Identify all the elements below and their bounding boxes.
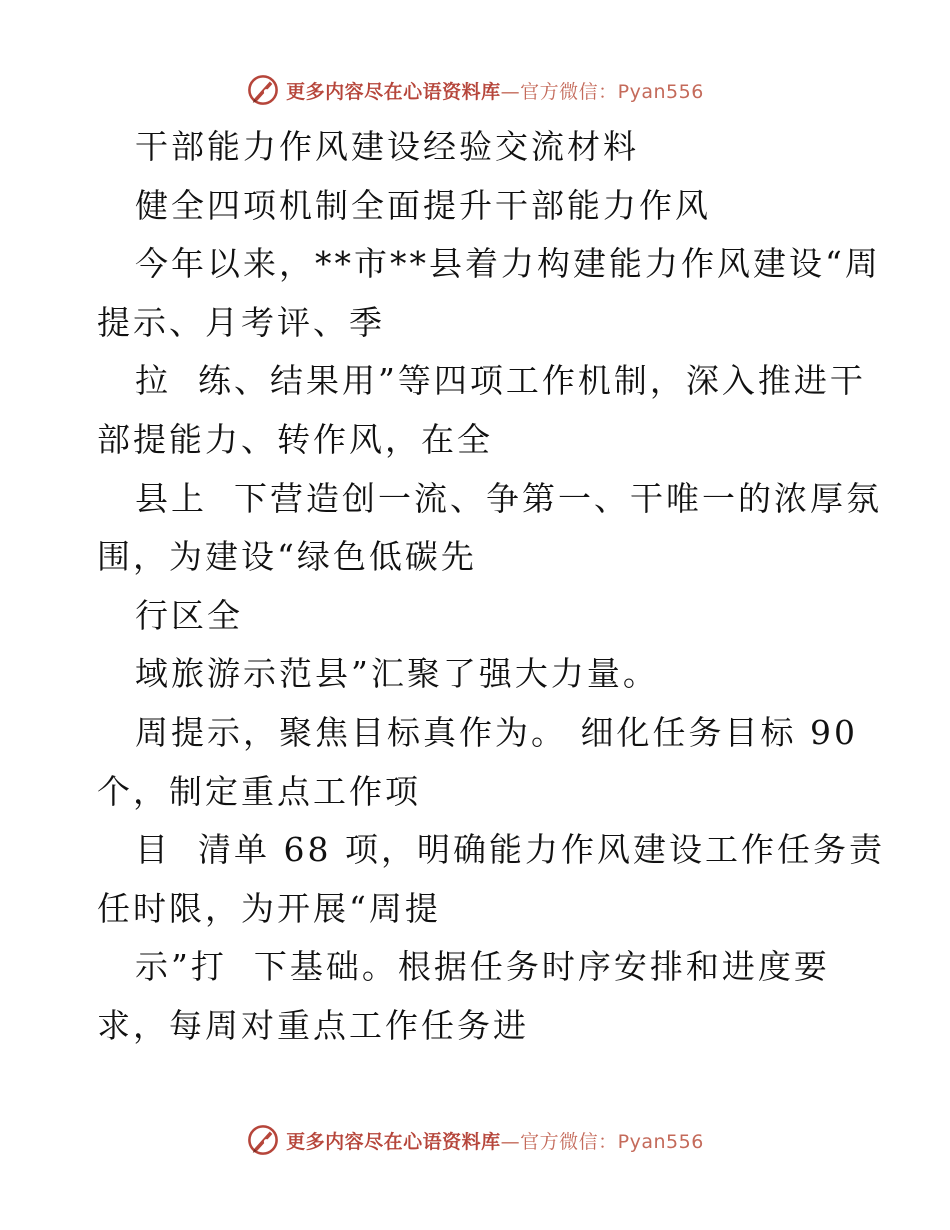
document-title: 干部能力作风建设经验交流材料: [135, 127, 639, 166]
text-line: 个，制定重点工作项: [97, 771, 421, 811]
text-line: 今年以来，**市**县着力构建能力作风建设“周: [135, 244, 881, 284]
text-line: 提示、月考评、季: [97, 302, 385, 342]
text-line: 任时限，为开展“周提: [97, 888, 441, 928]
text-line: 示”打 下基础。根据任务时序安排和进度要: [135, 947, 830, 987]
watermark-header: [0, 70, 950, 110]
text-line: 周提示，聚焦目标真作为。 细化任务目标 90: [135, 712, 858, 752]
text-line: 行区全: [135, 595, 243, 635]
text-line: 拉 练、结果用”等四项工作机制，深入推进干: [135, 361, 866, 401]
watermark-footer: [0, 1120, 950, 1160]
text-line: 求，每周对重点工作任务进: [97, 1005, 529, 1045]
text-line: 域旅游示范县”汇聚了强大力量。: [135, 654, 659, 694]
document-body: [97, 118, 885, 1056]
watermark-text: 更多内容尽在心语资料库—官方微信：Pyan556: [286, 1130, 704, 1153]
watermark-text: 更多内容尽在心语资料库—官方微信：Pyan556: [286, 80, 704, 103]
pen-logo-icon: [246, 73, 280, 107]
text-line: 目 清单 68 项，明确能力作风建设工作任务责: [135, 830, 885, 870]
text-line: 县上 下营造创一流、争第一、干唯一的浓厚氛: [135, 478, 882, 518]
text-line: 围，为建设“绿色低碳先: [97, 537, 477, 577]
pen-logo-icon: [246, 1123, 280, 1157]
document-subtitle: 健全四项机制全面提升干部能力作风: [135, 185, 711, 225]
text-line: 部提能力、转作风，在全: [97, 419, 493, 459]
